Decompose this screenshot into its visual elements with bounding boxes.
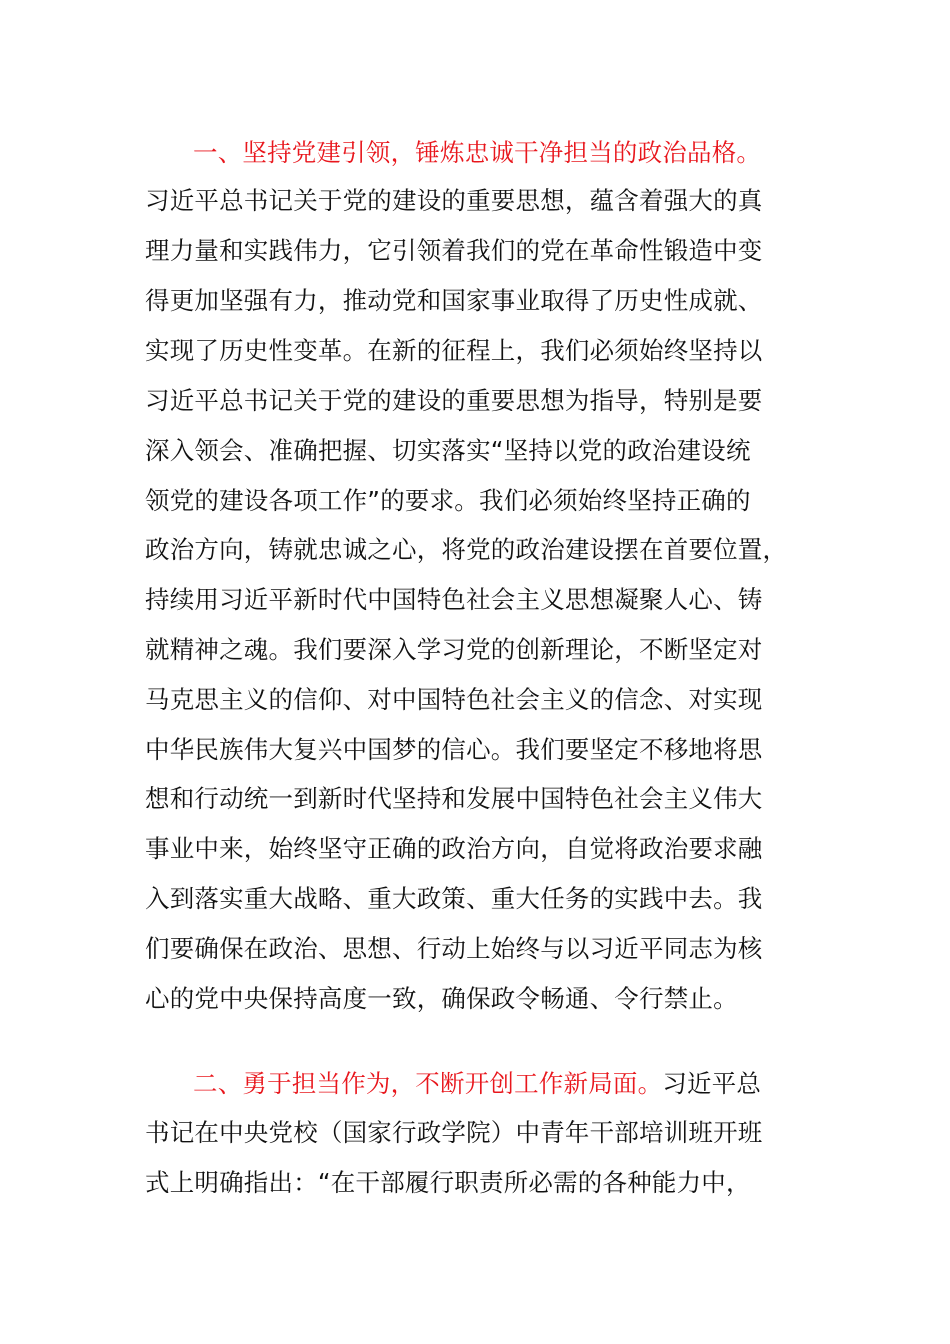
- section-1-line-11: 马克思主义的信仰、对中国特色社会主义的信念、对实现: [145, 685, 763, 714]
- section-1-line-15: 入到落实重大战略、重大政策、重大任务的实践中去。我: [145, 884, 763, 913]
- section-1-line-10: 就精神之魂。我们要深入学习党的创新理论，不断坚定对: [145, 635, 763, 664]
- section-1-line-14: 事业中来，始终坚守正确的政治方向，自觉将政治要求融: [145, 834, 763, 863]
- section-1-line-2: 理力量和实践伟力，它引领着我们的党在革命性锻造中变: [145, 236, 763, 265]
- section-1-line-1: 习近平总书记关于党的建设的重要思想，蕴含着强大的真: [145, 186, 763, 215]
- section-2-first-line: [193, 1069, 761, 1099]
- section-1-line-16: 们要确保在政治、思想、行动上始终与以习近平同志为核: [145, 934, 763, 963]
- section-1-line-9: 持续用习近平新时代中国特色社会主义思想凝聚人心、铸: [145, 585, 763, 614]
- section-1-heading: 一、坚持党建引领，锤炼忠诚干净担当的政治品格。: [193, 138, 762, 167]
- section-2-line-3: 式上明确指出：“在干部履行职责所必需的各种能力中，: [145, 1168, 751, 1197]
- section-1-line-3: 得更加坚强有力，推动党和国家事业取得了历史性成就、: [145, 286, 763, 315]
- section-1-line-12: 中华民族伟大复兴中国梦的信心。我们要坚定不移地将思: [145, 735, 763, 764]
- section-1-line-4: 实现了历史性变革。在新的征程上，我们必须始终坚持以: [145, 336, 763, 365]
- section-1-line-5: 习近平总书记关于党的建设的重要思想为指导，特别是要: [145, 386, 763, 415]
- section-1-line-7: 领党的建设各项工作”的要求。我们必须始终坚持正确的: [145, 486, 751, 515]
- section-2-heading: 二、勇于担当作为，不断开创工作新局面。: [193, 1069, 663, 1098]
- section-1-line-8: 政治方向，铸就忠诚之心，将党的政治建设摆在首要位置，: [145, 535, 788, 564]
- section-1-line-17: 心的党中央保持高度一致，确保政令畅通、令行禁止。: [145, 984, 738, 1013]
- section-2-first-line-tail: 习近平总: [662, 1069, 762, 1098]
- section-1-line-6: 深入领会、准确把握、切实落实“坚持以党的政治建设统: [145, 436, 751, 465]
- section-1-line-13: 想和行动统一到新时代坚持和发展中国特色社会主义伟大: [145, 784, 763, 813]
- section-2-line-2: 书记在中央党校（国家行政学院）中青年干部培训班开班: [145, 1118, 763, 1147]
